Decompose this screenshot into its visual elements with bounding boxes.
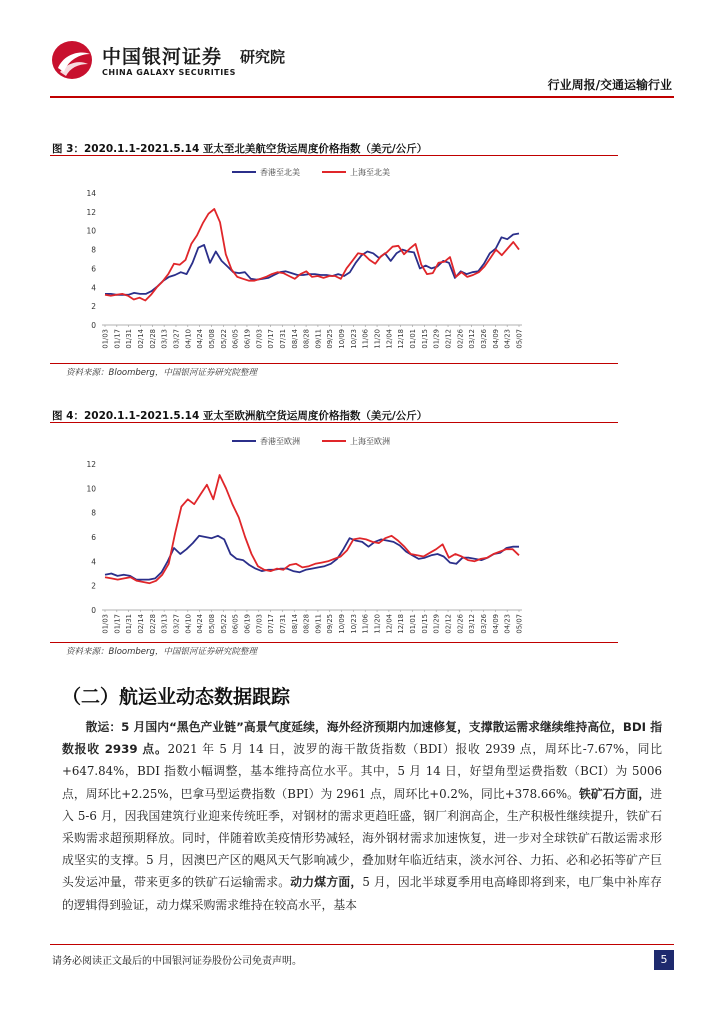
report-tag: 行业周报/交通运输行业 <box>547 78 672 92</box>
galaxy-logo-icon <box>50 38 96 82</box>
x-tick-label: 02/12 <box>444 329 453 349</box>
x-tick-label: 05/22 <box>219 329 228 349</box>
x-tick-label: 01/15 <box>420 614 429 634</box>
page-number: 5 <box>654 950 674 970</box>
x-tick-label: 01/29 <box>432 329 441 349</box>
x-tick-label: 08/28 <box>302 614 311 634</box>
x-tick-label: 07/17 <box>267 329 276 349</box>
x-tick-label: 01/15 <box>420 329 429 349</box>
series-line-sh <box>105 209 519 301</box>
x-tick-label: 06/19 <box>243 329 252 349</box>
x-tick-label: 05/08 <box>207 329 216 349</box>
body-paragraph <box>62 716 662 916</box>
x-tick-label: 05/22 <box>219 614 228 634</box>
x-tick-label: 10/09 <box>338 614 347 634</box>
legend <box>232 436 390 446</box>
x-tick-label: 06/05 <box>231 329 240 349</box>
y-tick-label: 10 <box>86 484 96 494</box>
y-tick-label: 8 <box>91 245 96 255</box>
x-tick-label: 03/27 <box>172 329 181 349</box>
x-tick-label: 04/23 <box>503 329 512 349</box>
thermal-coal-label: 动力煤方面， <box>290 875 363 890</box>
brand-logo <box>50 38 300 82</box>
x-tick-label: 01/03 <box>101 329 110 349</box>
y-tick-label: 6 <box>91 533 96 542</box>
y-axis <box>86 460 96 615</box>
x-tick-label: 01/03 <box>101 614 110 634</box>
series-lines <box>105 475 519 583</box>
x-tick-label: 03/26 <box>480 329 489 349</box>
x-tick-label: 02/28 <box>148 329 157 349</box>
figure-4-rule <box>50 422 618 423</box>
x-axis <box>102 325 524 349</box>
brand-name-en: CHINA GALAXY SECURITIES <box>102 68 236 77</box>
x-tick-label: 09/11 <box>314 329 323 349</box>
chart-asia-north-america <box>60 160 540 360</box>
para-bdi: 2021 年 5 月 14 日，波罗的海干散货指数（BDI）报收 2939 点，周环比-7.67%，同比+647.84%，BDI 指数小幅调整，基本维持高位水平。其中，5 月 14 日，好望角型运费指数（BCI）为 5006 点，周环比+2.25%，巴拿马型运费指数（BPI）为 2961 点，周环比+0.2%，同比+378.66%。 <box>62 742 662 801</box>
x-tick-label: 07/03 <box>255 329 264 349</box>
x-tick-label: 07/31 <box>278 329 287 349</box>
y-tick-label: 4 <box>91 557 96 567</box>
x-tick-label: 12/04 <box>385 329 394 349</box>
y-axis <box>86 189 96 330</box>
footer-divider <box>50 944 674 945</box>
y-tick-label: 0 <box>91 321 96 330</box>
y-tick-label: 2 <box>91 302 96 312</box>
x-tick-label: 11/06 <box>361 329 370 349</box>
x-tick-label: 04/10 <box>184 329 193 349</box>
x-tick-label: 07/31 <box>278 614 287 634</box>
x-tick-label: 07/17 <box>267 614 276 634</box>
y-tick-label: 14 <box>86 189 96 198</box>
x-tick-label: 01/01 <box>409 329 418 349</box>
x-tick-label: 12/18 <box>397 614 406 634</box>
x-tick-label: 06/05 <box>231 614 240 634</box>
figure-3-title: 图 3：2020.1.1-2021.5.14 亚太至北美航空货运周度价格指数（美元/公斤） <box>52 143 428 155</box>
x-tick-label: 04/09 <box>491 329 500 349</box>
x-tick-label: 05/07 <box>515 614 524 634</box>
x-tick-label: 01/31 <box>125 329 134 349</box>
x-tick-label: 10/23 <box>349 329 358 349</box>
x-tick-label: 04/09 <box>491 614 500 634</box>
y-tick-label: 10 <box>86 226 96 236</box>
x-tick-label: 03/12 <box>468 614 477 634</box>
x-tick-label: 01/31 <box>125 614 134 634</box>
x-tick-label: 01/17 <box>113 329 122 349</box>
x-tick-label: 03/27 <box>172 614 181 634</box>
x-tick-label: 04/23 <box>503 614 512 634</box>
para-iron-ore: 进入 5-6 月，因我国建筑行业迎来传统旺季，对钢材的需求更趋旺盛，钢厂利润高企，生产积极性继续提升，铁矿石采购需求超预期释放。同时，伴随着欧美疫情形势减轻，海外钢材需求加速恢复，进一步对全球铁矿石散运需求形成坚实的支撑。5 月，因澳巴产区的飓风天气影响减少，叠加财年临近结束，淡水河谷、力拓、必和必拓等矿产巨头发运冲量，带来更多的铁矿石运输需求。 <box>62 786 662 890</box>
brand-subtitle: 研究院 <box>240 48 286 66</box>
header-divider <box>50 96 674 98</box>
x-tick-label: 02/14 <box>136 614 145 634</box>
x-tick-label: 02/26 <box>456 614 465 634</box>
x-tick-label: 12/18 <box>397 329 406 349</box>
x-tick-label: 01/01 <box>409 614 418 634</box>
figure-3-source-rule <box>50 363 618 364</box>
x-tick-label: 11/20 <box>373 329 382 349</box>
iron-ore-label: 铁矿石方面， <box>579 786 651 801</box>
x-tick-label: 07/03 <box>255 614 264 634</box>
series-line-hk <box>105 536 519 580</box>
figure-3-source: 资料来源：Bloomberg，中国银河证券研究院整理 <box>66 368 257 378</box>
x-tick-label: 08/14 <box>290 329 299 349</box>
x-tick-label: 11/06 <box>361 614 370 634</box>
y-tick-label: 4 <box>91 283 96 293</box>
x-tick-label: 10/23 <box>349 614 358 634</box>
x-tick-label: 08/14 <box>290 614 299 634</box>
x-tick-label: 04/24 <box>196 329 205 349</box>
series-lines <box>105 209 519 301</box>
series-line-hk <box>105 234 519 295</box>
x-tick-label: 01/29 <box>432 614 441 634</box>
x-tick-label: 02/12 <box>444 614 453 634</box>
y-tick-label: 2 <box>91 581 96 591</box>
brand-name-cn: 中国银河证券 <box>102 46 223 68</box>
x-tick-label: 06/19 <box>243 614 252 634</box>
figure-4-title: 图 4：2020.1.1-2021.5.14 亚太至欧洲航空货运周度价格指数（美元/公斤） <box>52 410 428 422</box>
y-tick-label: 12 <box>86 207 96 217</box>
chart-asia-europe <box>60 426 540 640</box>
figure-4-source: 资料来源：Bloomberg，中国银河证券研究院整理 <box>66 647 257 657</box>
legend <box>232 167 390 177</box>
para-lead: 散运：5 月国内“黑色产业链”高景气度延续，海外经济预期内加速修复，支撑散运需求继续维持高位，BDI 指数报收 2939 点。 <box>62 720 662 757</box>
x-tick-label: 04/10 <box>184 614 193 634</box>
x-tick-label: 03/12 <box>468 329 477 349</box>
para-thermal-coal: 5 月，因北半球夏季用电高峰即将到来，电厂集中补库存的逻辑得到验证，动力煤采购需求维持在较高水平，基本 <box>62 875 662 912</box>
x-tick-label: 02/28 <box>148 614 157 634</box>
x-tick-label: 05/07 <box>515 329 524 349</box>
section-heading: （二）航运业动态数据跟踪 <box>62 686 291 708</box>
figure-4-source-rule <box>50 642 618 643</box>
legend-label-hk: 香港至北美 <box>260 168 300 177</box>
legend-label-sh: 上海至北美 <box>350 168 390 177</box>
x-tick-label: 01/17 <box>113 614 122 634</box>
x-tick-label: 03/26 <box>480 614 489 634</box>
y-tick-label: 6 <box>91 264 96 274</box>
x-tick-label: 04/24 <box>196 614 205 634</box>
x-tick-label: 05/08 <box>207 614 216 634</box>
x-tick-label: 09/11 <box>314 614 323 634</box>
x-tick-label: 10/09 <box>338 329 347 349</box>
x-tick-label: 09/25 <box>326 614 335 634</box>
x-tick-label: 03/13 <box>160 329 169 349</box>
x-tick-label: 02/14 <box>136 329 145 349</box>
x-tick-label: 08/28 <box>302 329 311 349</box>
x-tick-label: 12/04 <box>385 614 394 634</box>
legend-label-hk: 香港至欧洲 <box>260 437 300 446</box>
y-tick-label: 0 <box>91 606 96 615</box>
footer-disclaimer: 请务必阅读正文最后的中国银河证券股份公司免责声明。 <box>52 956 302 967</box>
series-line-sh <box>105 475 519 583</box>
y-tick-label: 8 <box>91 508 96 518</box>
x-tick-label: 03/13 <box>160 614 169 634</box>
legend-label-sh: 上海至欧洲 <box>350 437 390 446</box>
x-axis <box>102 610 524 634</box>
figure-3-rule <box>50 155 618 156</box>
x-tick-label: 02/26 <box>456 329 465 349</box>
x-tick-label: 11/20 <box>373 614 382 634</box>
y-tick-label: 12 <box>86 460 96 469</box>
x-tick-label: 09/25 <box>326 329 335 349</box>
